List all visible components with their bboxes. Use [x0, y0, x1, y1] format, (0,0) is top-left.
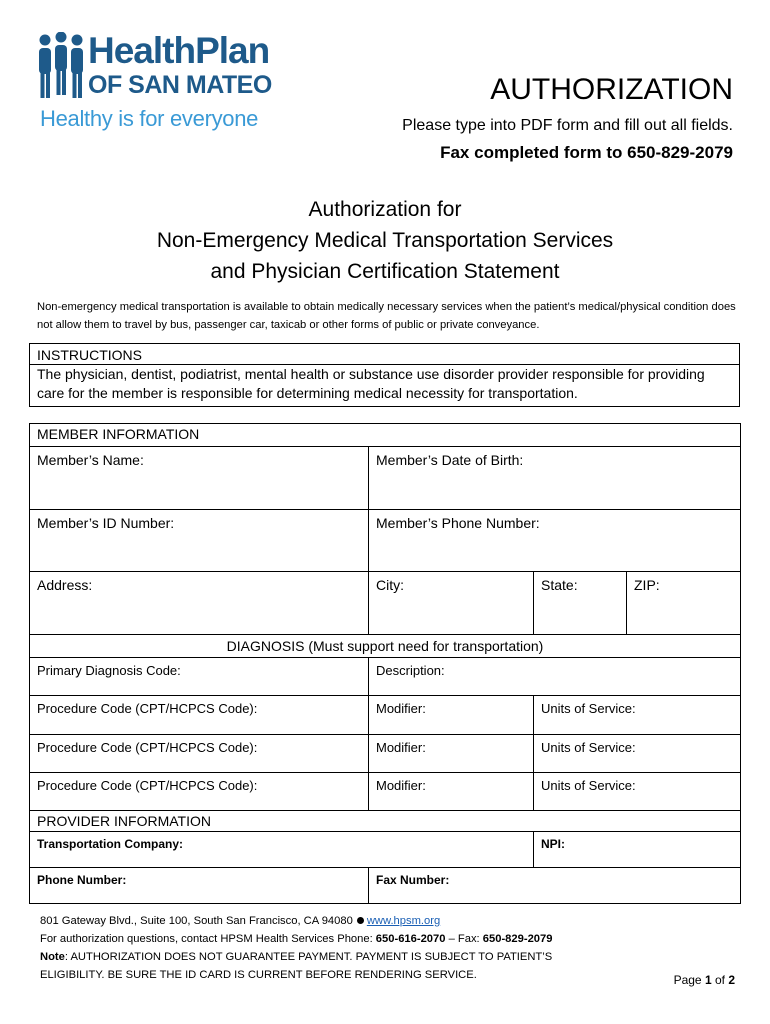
procedure-code-field[interactable]	[30, 773, 369, 811]
npi-field[interactable]	[534, 832, 741, 868]
transportation-company-field[interactable]	[30, 832, 534, 868]
website-link[interactable]: www.hpsm.org	[366, 915, 441, 927]
state-label: State:	[541, 577, 578, 593]
page-of: of	[711, 973, 729, 987]
description-label: Description:	[376, 663, 445, 678]
member-dob-field[interactable]	[369, 447, 741, 510]
units-of-service-label: Units of Service:	[541, 740, 636, 755]
member-dob-label: Member’s Date of Birth:	[376, 452, 524, 468]
phone-number-label: Phone Number:	[37, 873, 127, 887]
procedure-code-label: Procedure Code (CPT/HCPCS Code):	[37, 740, 258, 755]
modifier-label: Modifier:	[376, 778, 426, 793]
footer-address-line	[40, 912, 552, 930]
description-field[interactable]	[369, 658, 741, 696]
procedure-code-field[interactable]	[30, 735, 369, 773]
primary-diagnosis-field[interactable]	[30, 658, 369, 696]
page-current: 1	[704, 973, 712, 987]
instructions-body: The physician, dentist, podiatrist, mental health or substance use disorder provider responsible for providing care for the member is responsible for determining medical necessity for transportation.	[37, 366, 705, 401]
modifier-field[interactable]	[369, 696, 534, 735]
diagnosis-header: DIAGNOSIS (Must support need for transportation)	[30, 635, 741, 658]
provider-info-header: PROVIDER INFORMATION	[30, 811, 741, 832]
logo-tagline: Healthy is for everyone	[40, 106, 259, 131]
units-of-service-label: Units of Service:	[541, 701, 636, 716]
member-name-label: Member’s Name:	[37, 452, 144, 468]
logo-name: HealthPlan	[88, 30, 270, 71]
zip-field[interactable]	[627, 572, 741, 635]
member-id-label: Member’s ID Number:	[37, 515, 175, 531]
contact-fax: 650-829-2079	[482, 933, 553, 945]
npi-label: NPI:	[541, 837, 565, 851]
units-of-service-label: Units of Service:	[541, 778, 636, 793]
modifier-field[interactable]	[369, 735, 534, 773]
procedure-code-label: Procedure Code (CPT/HCPCS Code):	[37, 778, 258, 793]
modifier-label: Modifier:	[376, 701, 426, 716]
member-info-header: MEMBER INFORMATION	[30, 424, 741, 447]
form-title	[0, 194, 770, 287]
modifier-label: Modifier:	[376, 740, 426, 755]
footer-note-line	[40, 948, 552, 966]
instructions-section	[29, 343, 740, 407]
fax-separator: – Fax:	[445, 933, 483, 945]
instructions-header: INSTRUCTIONS	[30, 344, 739, 365]
member-phone-label: Member’s Phone Number:	[376, 515, 540, 531]
units-of-service-field[interactable]	[534, 735, 741, 773]
note-text: : AUTHORIZATION DOES NOT GUARANTEE PAYMENT. PAYMENT IS SUBJECT TO PATIENT’S	[64, 951, 553, 963]
member-information-table	[29, 423, 741, 635]
city-field[interactable]	[369, 572, 534, 635]
phone-number-field[interactable]	[30, 868, 369, 904]
fax-number-field[interactable]	[369, 868, 741, 904]
address-label: Address:	[37, 577, 93, 593]
note-label: Note	[40, 951, 65, 963]
member-phone-field[interactable]	[369, 510, 741, 572]
footer-contact-line	[40, 930, 552, 948]
diagnosis-table	[29, 634, 741, 811]
units-of-service-field[interactable]	[534, 696, 741, 735]
transportation-company-label: Transportation Company:	[37, 837, 184, 851]
member-name-field[interactable]	[30, 447, 369, 510]
footer	[40, 912, 552, 984]
bullet-icon	[357, 917, 364, 924]
modifier-field[interactable]	[369, 773, 534, 811]
footer-address: 801 Gateway Blvd., Suite 100, South San Francisco, CA 94080	[40, 915, 353, 927]
contact-phone: 650-616-2070	[375, 933, 446, 945]
fax-instruction: Fax completed form to 650-829-2079	[440, 143, 733, 162]
procedure-code-label: Procedure Code (CPT/HCPCS Code):	[37, 701, 258, 716]
authorization-title: AUTHORIZATION	[490, 73, 733, 106]
form-title-line: Non-Emergency Medical Transportation Services	[156, 229, 614, 252]
page-total: 2	[728, 973, 735, 987]
logo-subtitle: OF SAN MATEO	[88, 71, 272, 99]
state-field[interactable]	[534, 572, 627, 635]
health-plan-logo	[36, 30, 296, 140]
member-id-field[interactable]	[30, 510, 369, 572]
form-title-line: and Physician Certification Statement	[210, 260, 560, 283]
intro-paragraph: Non-emergency medical transportation is available to obtain medically necessary services when the patient’s medical/physical condition does not allow them to travel by bus, passenger car, taxicab or other forms of public or private conveyance.	[37, 301, 736, 331]
form-title-line: Authorization for	[308, 198, 462, 221]
fax-number-label: Fax Number:	[376, 873, 450, 887]
instruction-line: Please type into PDF form and fill out all fields.	[402, 117, 733, 134]
footer-note-line-2: ELIGIBILITY. BE SURE THE ID CARD IS CURRENT BEFORE RENDERING SERVICE.	[40, 969, 477, 981]
people-logo-icon	[36, 32, 86, 100]
provider-information-table	[29, 810, 741, 904]
units-of-service-field[interactable]	[534, 773, 741, 811]
primary-diagnosis-label: Primary Diagnosis Code:	[37, 663, 181, 678]
procedure-code-field[interactable]	[30, 696, 369, 735]
page-label: Page	[673, 973, 705, 987]
contact-prefix: For authorization questions, contact HPSM Health Services Phone:	[40, 933, 376, 945]
zip-label: ZIP:	[634, 577, 660, 593]
page-number	[674, 972, 735, 988]
city-label: City:	[376, 577, 404, 593]
address-field[interactable]	[30, 572, 369, 635]
